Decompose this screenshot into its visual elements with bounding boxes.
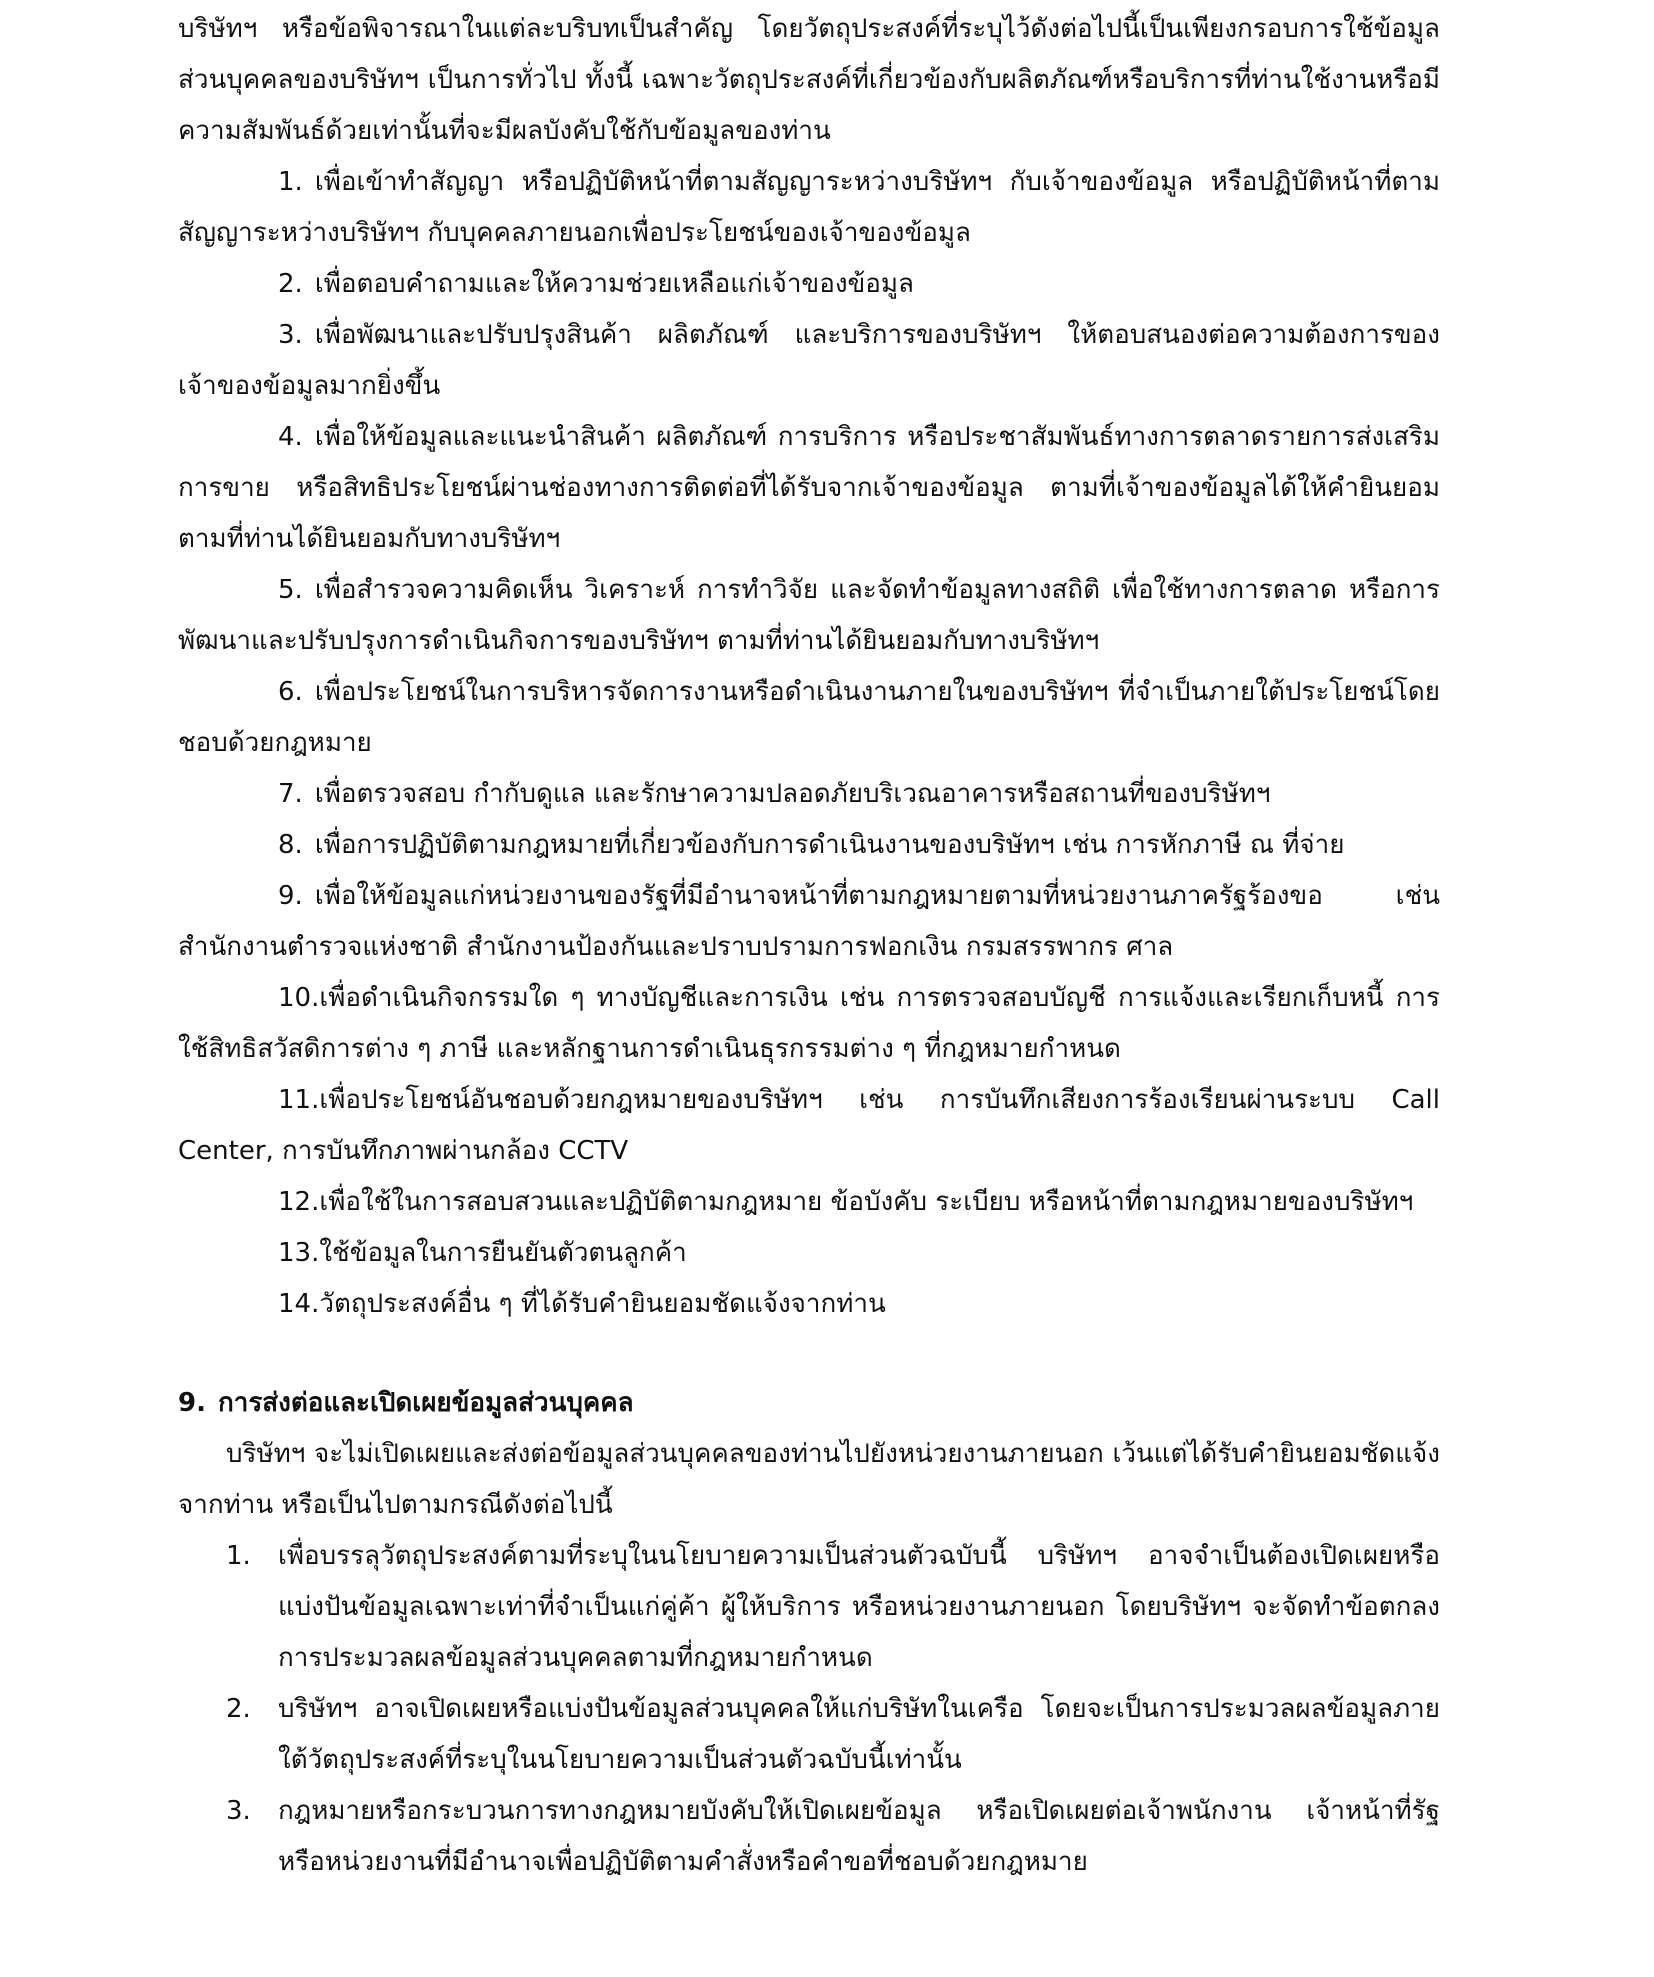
purpose-number: 14. <box>278 1289 320 1319</box>
section-number: 9. <box>178 1388 206 1418</box>
purpose-number: 8. <box>278 830 303 860</box>
purpose-text: เพื่อตรวจสอบ กำกับดูแล และรักษาความปลอดภัยบริเวณอาคารหรือสถานที่ของบริษัทฯ <box>314 779 1271 809</box>
purpose-item <box>178 973 1440 1075</box>
disclosure-list <box>178 1531 1440 1888</box>
disclosure-number: 1. <box>226 1541 251 1571</box>
purpose-item <box>178 259 1440 310</box>
purpose-text: เพื่อให้ข้อมูลแก่หน่วยงานของรัฐที่มีอำนาจหน้าที่ตามกฎหมายตามที่หน่วยงานภาครัฐร้องขอ เช่น สำนักงานตำรวจแห่งชาติ สำนักงานป้องกันและปราบปรามการฟอกเงิน กรมสรรพากร ศาล <box>178 881 1440 962</box>
purpose-number: 6. <box>278 677 303 707</box>
purpose-item <box>178 769 1440 820</box>
purpose-item <box>178 157 1440 259</box>
purpose-item <box>178 1075 1440 1177</box>
disclosure-number: 3. <box>226 1796 251 1826</box>
disclosure-text: กฎหมายหรือกระบวนการทางกฎหมายบังคับให้เปิดเผยข้อมูล หรือเปิดเผยต่อเจ้าพนักงาน เจ้าหน้าที่รัฐ หรือหน่วยงานที่มีอำนาจเพื่อปฏิบัติตามคำสั่งหรือคำขอที่ชอบด้วยกฎหมาย <box>278 1796 1440 1877</box>
section-intro-paragraph: บริษัทฯ จะไม่เปิดเผยและส่งต่อข้อมูลส่วนบุคคลของท่านไปยังหน่วยงานภายนอก เว้นแต่ได้รับคำยินยอมชัดแจ้งจากท่าน หรือเป็นไปตามกรณีดังต่อไปนี้ <box>178 1439 1440 1520</box>
purpose-number: 12. <box>278 1187 320 1217</box>
purpose-number: 11. <box>278 1085 320 1115</box>
purpose-number: 4. <box>278 422 303 452</box>
purpose-text: เพื่อประโยชน์อันชอบด้วยกฎหมายของบริษัทฯ เช่น การบันทึกเสียงการร้องเรียนผ่านระบบ Call Center, การบันทึกภาพผ่านกล้อง CCTV <box>178 1085 1440 1166</box>
purpose-number: 13. <box>278 1238 320 1268</box>
purpose-text: เพื่อเข้าทำสัญญา หรือปฏิบัติหน้าที่ตามสัญญาระหว่างบริษัทฯ กับเจ้าของข้อมูล หรือปฏิบัติหน้าที่ตามสัญญาระหว่างบริษัทฯ กับบุคคลภายนอกเพื่อประโยชน์ของเจ้าของข้อมูล <box>178 167 1440 248</box>
purpose-number: 3. <box>278 320 303 350</box>
disclosure-number: 2. <box>226 1694 251 1724</box>
disclosure-text: เพื่อบรรลุวัตถุประสงค์ตามที่ระบุในนโยบายความเป็นส่วนตัวฉบับนี้ บริษัทฯ อาจจำเป็นต้องเปิดเผยหรือแบ่งปันข้อมูลเฉพาะเท่าที่จำเป็นแก่คู่ค้า ผู้ให้บริการ หรือหน่วยงานภายนอก โดยบริษัทฯ จะจัดทำข้อตกลงการประมวลผลข้อมูลส่วนบุคคลตามที่กฎหมายกำหนด <box>278 1541 1440 1673</box>
disclosure-item <box>178 1684 1440 1786</box>
document-page <box>178 0 1440 1977</box>
disclosure-item <box>178 1786 1440 1888</box>
purpose-number: 1. <box>278 167 303 197</box>
purpose-text: วัตถุประสงค์อื่น ๆ ที่ได้รับคำยินยอมชัดแจ้งจากท่าน <box>319 1289 886 1319</box>
purpose-item <box>178 1228 1440 1279</box>
disclosure-item <box>178 1531 1440 1684</box>
purpose-item <box>178 820 1440 871</box>
purpose-number: 7. <box>278 779 303 809</box>
purpose-text: เพื่อการปฏิบัติตามกฎหมายที่เกี่ยวข้องกับการดำเนินงานของบริษัทฯ เช่น การหักภาษี ณ ที่จ่าย <box>314 830 1345 860</box>
purpose-text: เพื่อประโยชน์ในการบริหารจัดการงานหรือดำเนินงานภายในของบริษัทฯ ที่จำเป็นภายใต้ประโยชน์โดยชอบด้วยกฎหมาย <box>178 677 1440 758</box>
purpose-text: เพื่อดำเนินกิจกรรมใด ๆ ทางบัญชีและการเงิน เช่น การตรวจสอบบัญชี การแจ้งและเรียกเก็บหนี้ การใช้สิทธิสวัสดิการต่าง ๆ ภาษี และหลักฐานการดำเนินธุรกรรมต่าง ๆ ที่กฎหมายกำหนด <box>178 983 1440 1064</box>
purpose-item <box>178 667 1440 769</box>
disclosure-text: บริษัทฯ อาจเปิดเผยหรือแบ่งปันข้อมูลส่วนบุคคลให้แก่บริษัทในเครือ โดยจะเป็นการประมวลผลข้อมูลภายใต้วัตถุประสงค์ที่ระบุในนโยบายความเป็นส่วนตัวฉบับนี้เท่านั้น <box>278 1694 1440 1775</box>
purpose-item <box>178 1177 1440 1228</box>
purpose-text: เพื่อให้ข้อมูลและแนะนำสินค้า ผลิตภัณฑ์ การบริการ หรือประชาสัมพันธ์ทางการตลาดรายการส่งเสริมการขาย หรือสิทธิประโยชน์ผ่านช่องทางการติดต่อที่ได้รับจากเจ้าของข้อมูล ตามที่เจ้าของข้อมูลได้ให้คำยินยอม ตามที่ท่านได้ยินยอมกับทางบริษัทฯ <box>178 422 1440 554</box>
purpose-number: 5. <box>278 575 303 605</box>
purpose-item <box>178 310 1440 412</box>
purpose-list <box>178 157 1440 1330</box>
purpose-number: 9. <box>278 881 303 911</box>
purpose-number: 10. <box>278 983 320 1013</box>
purpose-text: เพื่อสำรวจความคิดเห็น วิเคราะห์ การทำวิจัย และจัดทำข้อมูลทางสถิติ เพื่อใช้ทางการตลาด หรือการพัฒนาและปรับปรุงการดำเนินกิจการของบริษัทฯ ตามที่ท่านได้ยินยอมกับทางบริษัทฯ <box>178 575 1440 656</box>
section-title: การส่งต่อและเปิดเผยข้อมูลส่วนบุคคล <box>218 1388 634 1418</box>
section-heading <box>178 1378 1440 1429</box>
purpose-item <box>178 565 1440 667</box>
purpose-text: ใช้ข้อมูลในการยืนยันตัวตนลูกค้า <box>319 1238 687 1268</box>
purpose-text: เพื่อตอบคำถามและให้ความช่วยเหลือแก่เจ้าของข้อมูล <box>314 269 914 299</box>
purpose-item <box>178 871 1440 973</box>
purpose-text: เพื่อพัฒนาและปรับปรุงสินค้า ผลิตภัณฑ์ และบริการของบริษัทฯ ให้ตอบสนองต่อความต้องการของเจ้าของข้อมูลมากยิ่งขึ้น <box>178 320 1440 401</box>
purpose-item <box>178 412 1440 565</box>
purpose-item <box>178 1279 1440 1330</box>
purpose-text: เพื่อใช้ในการสอบสวนและปฏิบัติตามกฎหมาย ข้อบังคับ ระเบียบ หรือหน้าที่ตามกฎหมายของบริษัทฯ <box>319 1187 1414 1217</box>
purpose-number: 2. <box>278 269 303 299</box>
intro-paragraph: บริษัทฯ หรือข้อพิจารณาในแต่ละบริบทเป็นสำคัญ โดยวัตถุประสงค์ที่ระบุไว้ดังต่อไปนี้เป็นเพียงกรอบการใช้ข้อมูลส่วนบุคคลของบริษัทฯ เป็นการทั่วไป ทั้งนี้ เฉพาะวัตถุประสงค์ที่เกี่ยวข้องกับผลิตภัณฑ์หรือบริการที่ท่านใช้งานหรือมีความสัมพันธ์ด้วยเท่านั้นที่จะมีผลบังคับใช้กับข้อมูลของท่าน <box>178 14 1440 146</box>
